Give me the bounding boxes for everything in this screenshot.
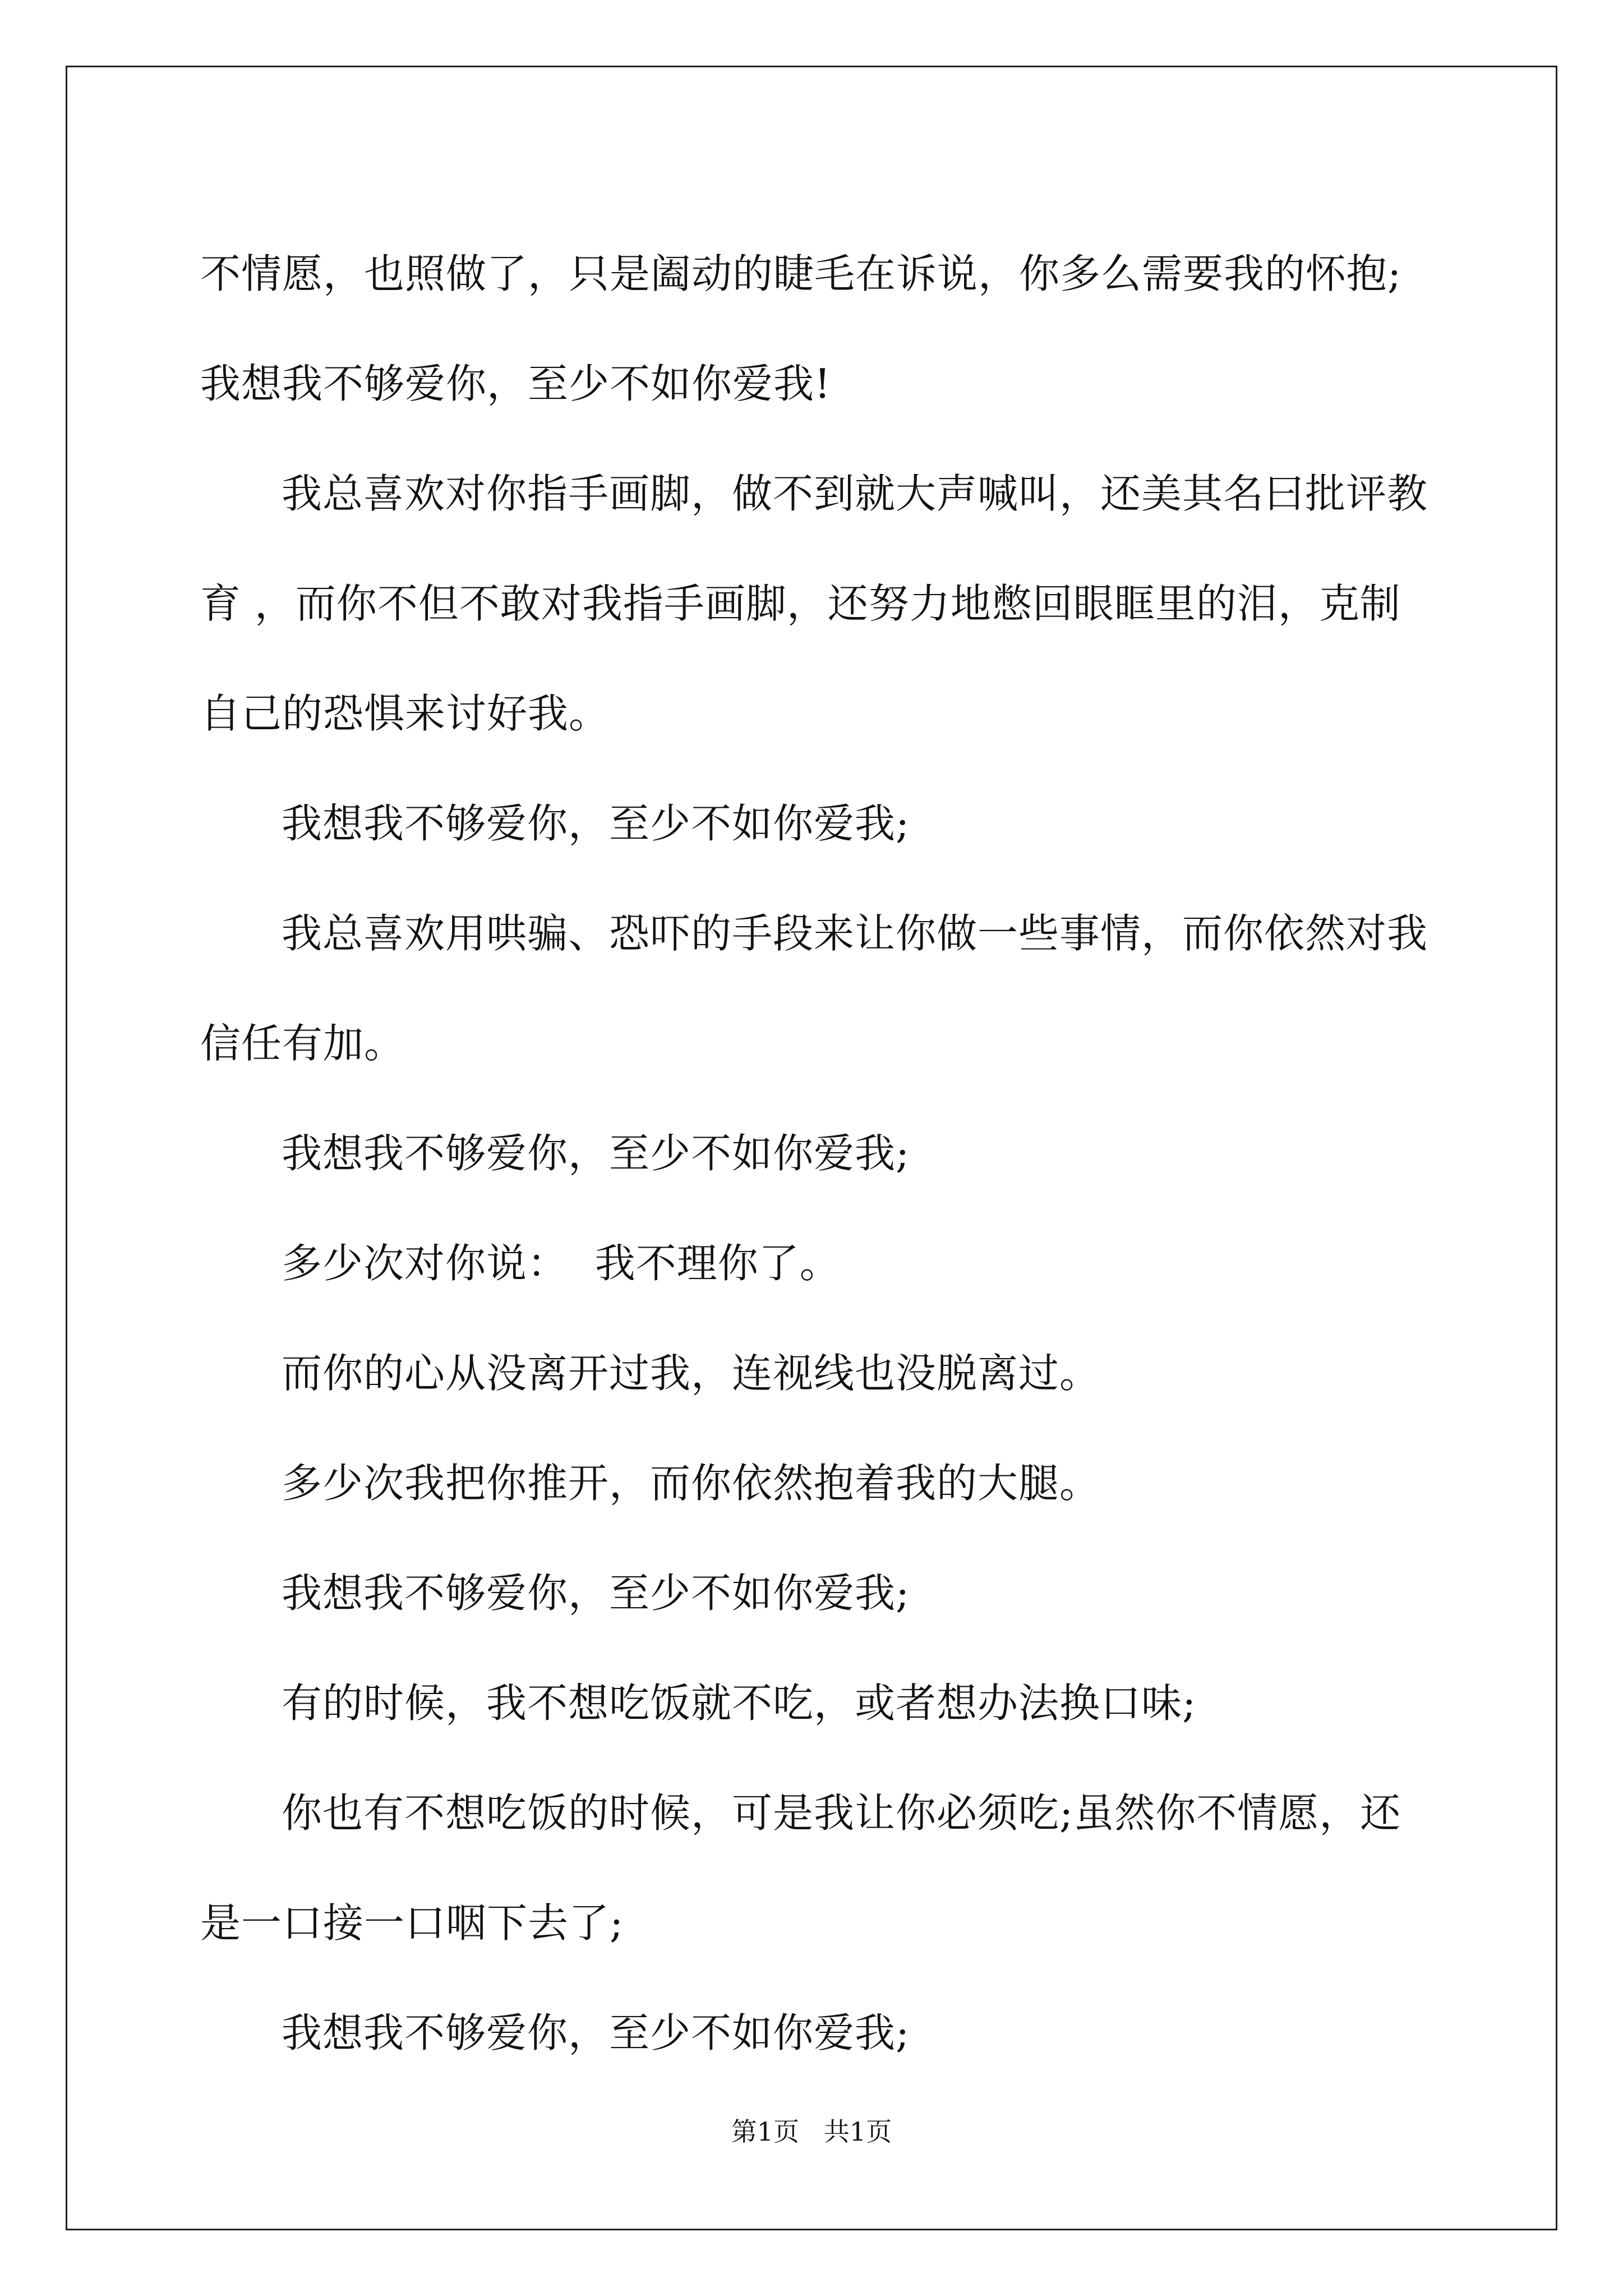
paragraph-12: 我想我不够爱你，至少不如你爱我; [282,2009,910,2056]
paragraph-11: 你也有不想吃饭的时候，可是我让你必须吃;虽然你不情愿，还是一口接一口咽下去了; [200,1789,1401,1947]
paragraph-6: 多少次对你说： 我不理你了。 [282,1240,841,1287]
paragraph-1: 不情愿，也照做了，只是阖动的睫毛在诉说，你多么需要我的怀抱;我想我不够爱你，至少不如你爱我! [200,250,1402,407]
paragraph-10: 有的时候，我不想吃饭就不吃，或者想办法换口味; [282,1680,1197,1727]
paragraph-9: 我想我不够爱你，至少不如你爱我; [282,1570,910,1617]
paragraph-8: 多少次我把你推开，而你依然抱着我的大腿。 [282,1460,1101,1507]
document-body [200,219,1434,2088]
paragraph-7: 而你的心从没离开过我，连视线也没脱离过。 [282,1350,1101,1397]
paragraph-5: 我想我不够爱你，至少不如你爱我; [282,1130,910,1177]
paragraph-3: 我想我不够爱你，至少不如你爱我; [282,800,910,847]
paragraph-4: 我总喜欢用哄骗、恐吓的手段来让你做一些事情，而你依然对我信任有加。 [200,910,1428,1067]
page-number-footer: 第1页 共1页 [731,2116,892,2147]
paragraph-2: 我总喜欢对你指手画脚，做不到就大声喊叫，还美其名曰批评教育 ，而你不但不敢对我指手画脚，还努力地憋回眼眶里的泪，克制自己的恐惧来讨好我。 [200,470,1428,737]
